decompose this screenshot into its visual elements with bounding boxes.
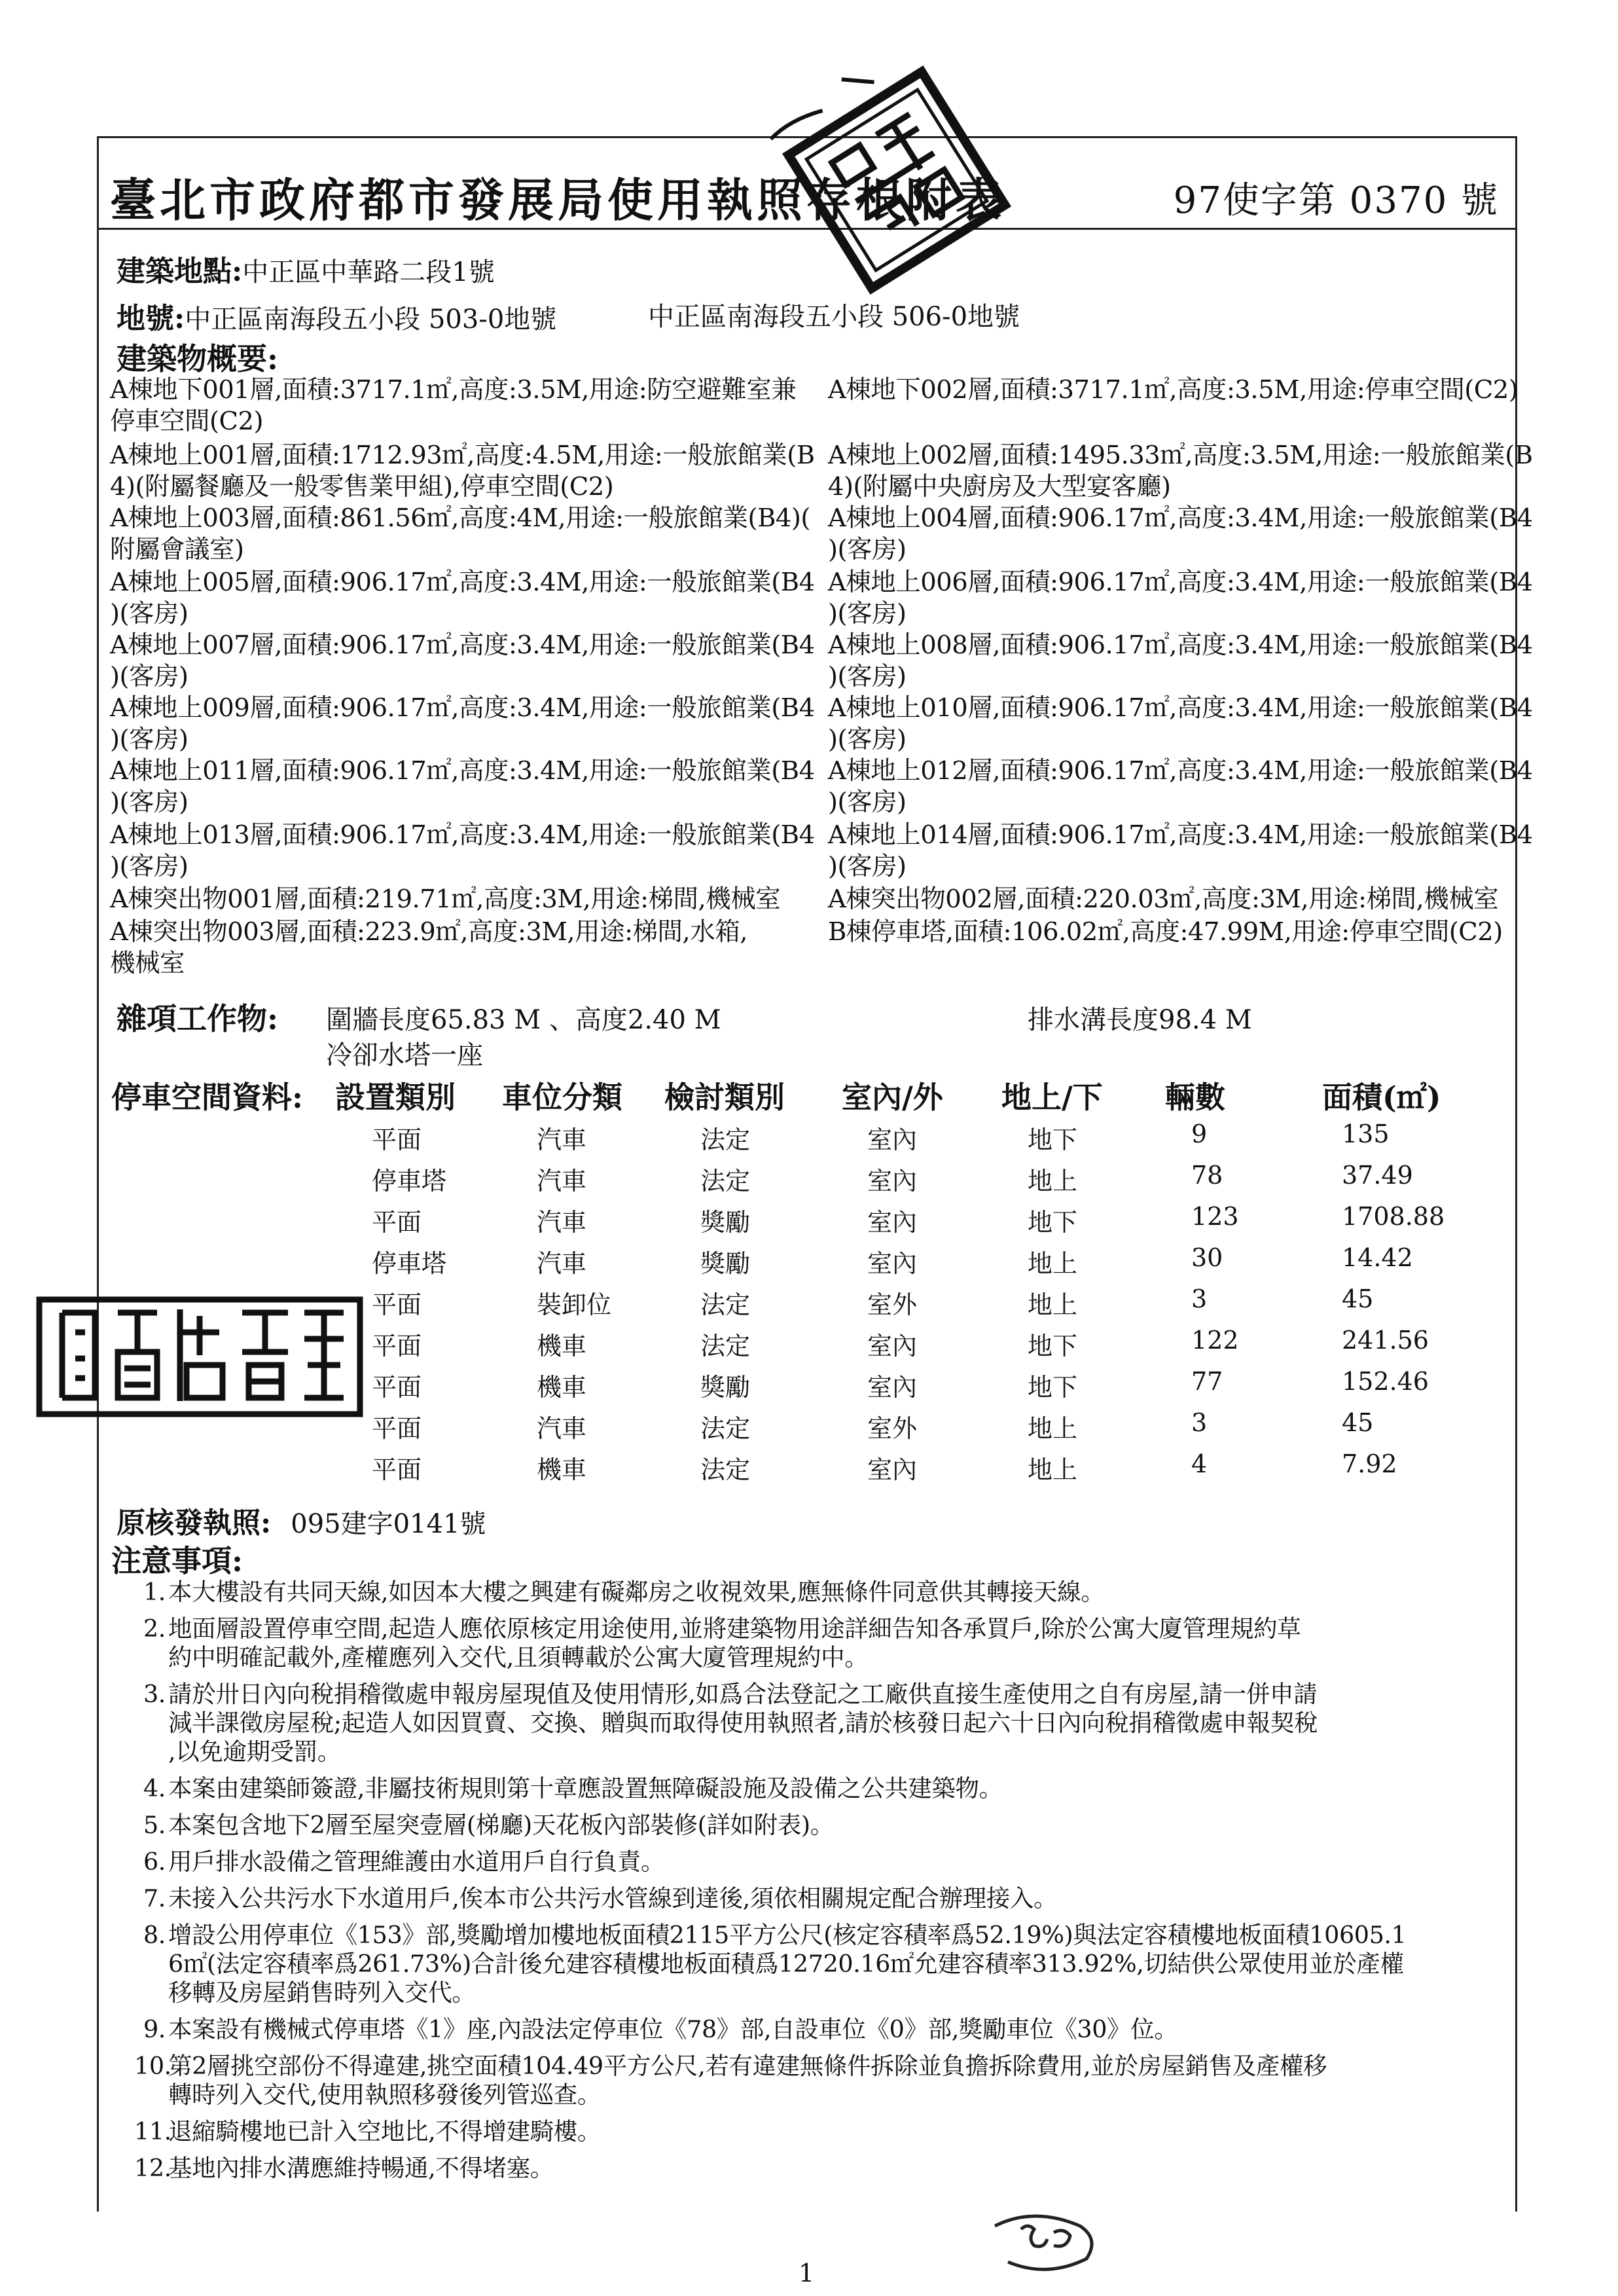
building-floor-right [828, 693, 1535, 756]
parking-cell: 汽車 [537, 1208, 587, 1237]
building-floor-left [110, 630, 817, 693]
parking-cell: 停車塔 [372, 1249, 447, 1278]
building-floor-left [110, 693, 817, 756]
building-floor-line: A棟地上013層,面積:906.17㎡,高度:3.4M,用途:一般旅館業(B4 [110, 820, 815, 850]
parking-cell: 14.42 [1342, 1243, 1413, 1272]
parking-cell: 152.46 [1342, 1367, 1429, 1396]
building-floor-left [110, 820, 817, 883]
parking-cell: 平面 [372, 1290, 422, 1319]
building-floor-right [828, 820, 1535, 883]
building-floor-line: A棟地上012層,面積:906.17㎡,高度:3.4M,用途:一般旅館業(B4 [828, 756, 1533, 786]
parking-column-header: 面積(㎡) [1322, 1080, 1441, 1115]
parking-cell: 室內 [867, 1208, 918, 1237]
building-floor-right [828, 917, 1535, 948]
note-line: 用戶排水設備之管理維護由水道用戶自行負責。 [168, 1848, 665, 1876]
original-license-value: 095建字0141號 [291, 1509, 486, 1539]
parking-cell: 室內 [867, 1332, 918, 1360]
parking-cell: 汽車 [537, 1167, 587, 1195]
note-item [134, 2117, 1522, 2146]
building-floor-left [110, 374, 817, 437]
lot-label: 地號: [117, 302, 185, 335]
building-floor-line: 4)(附屬餐廳及一般零售業甲組),停車空間(C2) [110, 472, 614, 501]
parking-cell: 平面 [372, 1455, 422, 1484]
building-floor-line: A棟地下001層,面積:3717.1㎡,高度:3.5M,用途:防空避難室兼 [110, 375, 797, 405]
parking-cell: 停車塔 [372, 1167, 447, 1195]
building-floor-right [828, 567, 1535, 630]
parking-cell: 4 [1191, 1449, 1208, 1478]
parking-cell: 平面 [372, 1373, 422, 1402]
parking-cell: 77 [1191, 1367, 1223, 1396]
parking-cell: 9 [1191, 1120, 1208, 1148]
parking-cell: 平面 [372, 1208, 422, 1237]
parking-cell: 機車 [537, 1332, 587, 1360]
building-floor-line: )(客房) [828, 662, 907, 691]
building-floor-line: 停車空間(C2) [110, 407, 263, 436]
note-number: 1. [143, 1578, 166, 1606]
parking-column-header: 輛數 [1165, 1080, 1225, 1115]
note-item [134, 1811, 1522, 1840]
building-summary-heading: 建築物概要: [117, 341, 278, 376]
parking-cell: 汽車 [537, 1249, 587, 1278]
address-label: 建築地點: [117, 255, 243, 288]
note-item [134, 1578, 1522, 1607]
parking-cell: 法定 [700, 1414, 751, 1443]
building-floor-line: 附屬會議室) [110, 535, 244, 564]
building-floor-line: A棟地上006層,面積:906.17㎡,高度:3.4M,用途:一般旅館業(B4 [828, 568, 1533, 597]
note-line: 減半課徵房屋稅;起造人如因買賣、交換、贈與而取得使用執照者,請於核發日起六十日內向稅捐稽徵處申報契稅 [168, 1709, 1318, 1737]
note-item [134, 1921, 1522, 2007]
note-line: 未接入公共污水下水道用戶,俟本市公共污水管線到達後,須依相關規定配合辦理接入。 [168, 1884, 1058, 1912]
parking-cell: 汽車 [537, 1125, 587, 1154]
parking-cell: 地下 [1028, 1332, 1078, 1360]
note-line: 地面層設置停車空間,起造人應依原核定用途使用,並將建築物用途詳細告知各承買戶,除於公寓大廈管理規約草 [168, 1614, 1301, 1643]
note-number: 7. [143, 1884, 166, 1912]
misc-works-label: 雜項工作物: [117, 1001, 278, 1036]
building-floor-left [110, 440, 817, 503]
building-floor-line: )(客房) [110, 599, 189, 629]
note-item [134, 1680, 1522, 1766]
note-line: 本案包含地下2層至屋突壹層(梯廳)天花板內部裝修(詳如附表)。 [168, 1811, 834, 1839]
parking-label: 停車空間資料: [111, 1080, 303, 1115]
parking-cell: 平面 [372, 1125, 422, 1154]
building-floor-left [110, 917, 817, 979]
building-floor-line: A棟地上014層,面積:906.17㎡,高度:3.4M,用途:一般旅館業(B4 [828, 820, 1533, 850]
parking-cell: 機車 [537, 1455, 587, 1484]
parking-cell: 30 [1191, 1243, 1223, 1272]
parking-cell: 地上 [1028, 1455, 1078, 1484]
building-floor-line: )(客房) [828, 788, 907, 817]
notes-heading: 注意事項: [111, 1543, 243, 1578]
address-value: 中正區中華路二段1號 [242, 257, 495, 287]
parking-cell: 室內 [867, 1249, 918, 1278]
misc-wall: 圍牆長度65.83 M 、高度2.40 M [326, 1005, 721, 1035]
building-floor-right [828, 374, 1535, 406]
building-floor-line: A棟地上007層,面積:906.17㎡,高度:3.4M,用途:一般旅館業(B4 [110, 630, 815, 660]
building-floor-line: A棟地上003層,面積:861.56㎡,高度:4M,用途:一般旅館業(B4)( [110, 503, 810, 533]
note-line: 本案設有機械式停車塔《1》座,內設法定停車位《78》部,自設車位《0》部,獎勵車位《30》位。 [168, 2015, 1178, 2043]
parking-cell: 室內 [867, 1125, 918, 1154]
note-line: 移轉及房屋銷售時列入交代。 [168, 1978, 476, 2007]
misc-cooling-tower: 冷卻水塔一座 [326, 1040, 483, 1070]
building-floor-line: )(客房) [110, 662, 189, 691]
parking-column-header: 設置類別 [335, 1080, 456, 1115]
building-floor-line: )(客房) [828, 725, 907, 754]
parking-cell: 1708.88 [1342, 1202, 1445, 1231]
building-floor-line: A棟突出物003層,面積:223.9㎡,高度:3M,用途:梯間,水箱, [110, 917, 748, 947]
lot-numbers [117, 295, 556, 337]
building-floor-line: A棟突出物001層,面積:219.71㎡,高度:3M,用途:梯間,機械室 [110, 884, 781, 914]
building-floor-right [828, 884, 1535, 915]
note-item [134, 1774, 1522, 1803]
note-line: 退縮騎樓地已計入空地比,不得增建騎樓。 [168, 2117, 602, 2145]
parking-cell: 法定 [700, 1125, 751, 1154]
parking-cell: 法定 [700, 1332, 751, 1360]
parking-cell: 室內 [867, 1455, 918, 1484]
building-floor-line: A棟地上004層,面積:906.17㎡,高度:3.4M,用途:一般旅館業(B4 [828, 503, 1533, 533]
note-number: 9. [143, 2015, 166, 2043]
note-number: 8. [143, 1921, 166, 1949]
building-floor-line: B棟停車塔,面積:106.02㎡,高度:47.99M,用途:停車空間(C2) [828, 917, 1503, 947]
parking-cell: 平面 [372, 1332, 422, 1360]
parking-cell: 法定 [700, 1167, 751, 1195]
building-floor-line: )(客房) [828, 599, 907, 629]
parking-cell: 室外 [867, 1414, 918, 1443]
parking-cell: 45 [1342, 1285, 1374, 1313]
building-floor-line: A棟地上008層,面積:906.17㎡,高度:3.4M,用途:一般旅館業(B4 [828, 630, 1533, 660]
parking-cell: 45 [1342, 1408, 1374, 1437]
building-floor-line: A棟地上005層,面積:906.17㎡,高度:3.4M,用途:一般旅館業(B4 [110, 568, 815, 597]
building-floor-left [110, 503, 817, 566]
building-floor-line: A棟地上011層,面積:906.17㎡,高度:3.4M,用途:一般旅館業(B4 [110, 756, 815, 786]
parking-cell: 135 [1342, 1120, 1390, 1148]
note-line: 本案由建築師簽證,非屬技術規則第十章應設置無障礙設施及設備之公共建築物。 [168, 1774, 1003, 1802]
building-floor-line: A棟地上002層,面積:1495.33㎡,高度:3.5M,用途:一般旅館業(B [828, 441, 1533, 470]
note-number: 5. [143, 1811, 166, 1839]
lot-value-1: 中正區南海段五小段 503-0地號 [185, 304, 557, 335]
building-floor-line: A棟地上010層,面積:906.17㎡,高度:3.4M,用途:一般旅館業(B4 [828, 693, 1533, 723]
parking-cell: 獎勵 [700, 1373, 751, 1402]
note-item [134, 1848, 1522, 1876]
note-number: 2. [143, 1614, 166, 1643]
permit-number: 97使字第 0370 號 [1173, 179, 1499, 222]
note-line: 轉時列入交代,使用執照移發後列管巡查。 [168, 2081, 602, 2109]
building-floor-line: )(客房) [110, 852, 189, 881]
parking-cell: 地上 [1028, 1290, 1078, 1319]
parking-cell: 7.92 [1342, 1449, 1397, 1478]
document-title: 臺北市政府都市發展局使用執照存根附表 [110, 173, 1005, 227]
building-floor-right [828, 503, 1535, 566]
note-line: 第2層挑空部份不得違建,挑空面積104.49平方公尺,若有違建無條件拆除並負擔拆除費用,並於房屋銷售及產權移 [168, 2052, 1327, 2080]
note-number: 3. [143, 1680, 166, 1708]
note-item [134, 2052, 1522, 2109]
building-floor-right [828, 756, 1535, 818]
parking-cell: 123 [1191, 1202, 1239, 1231]
note-line: 6㎡(法定容積率爲261.73%)合計後允建容積樓地板面積爲12720.16㎡允建容積率313.92%,切結供公眾使用並於產權 [168, 1950, 1404, 1978]
note-number: 11. [134, 2117, 171, 2145]
parking-cell: 室外 [867, 1290, 918, 1319]
building-floor-right [828, 440, 1535, 503]
parking-cell: 法定 [700, 1455, 751, 1484]
parking-cell: 地上 [1028, 1414, 1078, 1443]
parking-cell: 地下 [1028, 1208, 1078, 1237]
note-line: 約中明確記載外,產權應列入交代,且須轉載於公寓大廈管理規約中。 [168, 1643, 869, 1671]
parking-cell: 37.49 [1342, 1161, 1413, 1190]
building-floor-line: )(客房) [110, 788, 189, 817]
building-floor-line: A棟地下002層,面積:3717.1㎡,高度:3.5M,用途:停車空間(C2) [828, 375, 1519, 405]
building-floor-line: )(客房) [828, 535, 907, 564]
parking-cell: 獎勵 [700, 1249, 751, 1278]
original-license [117, 1499, 486, 1541]
note-line: 請於卅日內向稅捐稽徵處申報房屋現值及使用情形,如爲合法登記之工廠供直接生產使用之自有房屋,請一併申請 [168, 1680, 1318, 1708]
note-item [134, 2015, 1522, 2044]
parking-cell: 地上 [1028, 1249, 1078, 1278]
parking-cell: 地下 [1028, 1373, 1078, 1402]
parking-column-header: 車位分類 [502, 1080, 622, 1115]
building-floor-line: A棟地上001層,面積:1712.93㎡,高度:4.5M,用途:一般旅館業(B [110, 441, 815, 470]
note-line: 增設公用停車位《153》部,獎勵增加樓地板面積2115平方公尺(核定容積率爲52.19%)與法定容積樓地板面積10605.1 [168, 1921, 1407, 1949]
note-item [134, 1614, 1522, 1672]
note-line: ,以免逾期受罰。 [168, 1738, 341, 1766]
parking-cell: 裝卸位 [537, 1290, 612, 1319]
parking-cell: 241.56 [1342, 1326, 1429, 1355]
building-floor-line: 機械室 [110, 949, 185, 978]
note-line: 本大樓設有共同天線,如因本大樓之興建有礙鄰房之收視效果,應無條件同意供其轉接天線。 [168, 1578, 1105, 1606]
building-floor-line: 4)(附屬中央廚房及大型宴客廳) [828, 472, 1171, 501]
parking-cell: 地下 [1028, 1125, 1078, 1154]
parking-cell: 3 [1191, 1285, 1208, 1313]
building-floor-left [110, 884, 817, 915]
note-number: 6. [143, 1848, 166, 1876]
parking-cell: 地上 [1028, 1167, 1078, 1195]
rectangular-seal-stamp-icon [26, 1293, 373, 1424]
misc-drain: 排水溝長度98.4 M [1028, 1005, 1252, 1035]
parking-cell: 3 [1191, 1408, 1208, 1437]
note-item [134, 2154, 1522, 2183]
parking-cell: 獎勵 [700, 1208, 751, 1237]
parking-cell: 機車 [537, 1373, 587, 1402]
page-number: 1 [799, 2259, 815, 2287]
lot-value-2: 中正區南海段五小段 506-0地號 [648, 302, 1020, 332]
building-floor-right [828, 630, 1535, 693]
parking-cell: 122 [1191, 1326, 1239, 1355]
note-number: 10. [134, 2052, 171, 2080]
building-floor-line: )(客房) [828, 852, 907, 881]
note-number: 12. [134, 2154, 171, 2182]
parking-cell: 78 [1191, 1161, 1223, 1190]
parking-cell: 室內 [867, 1373, 918, 1402]
square-seal-stamp-icon [733, 39, 1060, 321]
oval-ink-stamp-icon [982, 2200, 1113, 2278]
parking-cell: 汽車 [537, 1414, 587, 1443]
parking-cell: 法定 [700, 1290, 751, 1319]
parking-cell: 平面 [372, 1414, 422, 1443]
note-item [134, 1884, 1522, 1913]
parking-column-header: 檢討類別 [664, 1080, 785, 1115]
building-floor-line: A棟地上009層,面積:906.17㎡,高度:3.4M,用途:一般旅館業(B4 [110, 693, 815, 723]
building-floor-left [110, 567, 817, 630]
building-floor-line: A棟突出物002層,面積:220.03㎡,高度:3M,用途:梯間,機械室 [828, 884, 1499, 914]
parking-cell: 室內 [867, 1167, 918, 1195]
parking-column-header: 地上/下 [1001, 1080, 1103, 1115]
building-floor-left [110, 756, 817, 818]
building-floor-line: )(客房) [110, 725, 189, 754]
note-number: 4. [143, 1774, 166, 1802]
parking-column-header: 室內/外 [842, 1080, 943, 1115]
note-line: 基地內排水溝應維持暢通,不得堵塞。 [168, 2154, 554, 2182]
original-license-label: 原核發執照: [117, 1506, 272, 1540]
building-address [117, 247, 495, 289]
